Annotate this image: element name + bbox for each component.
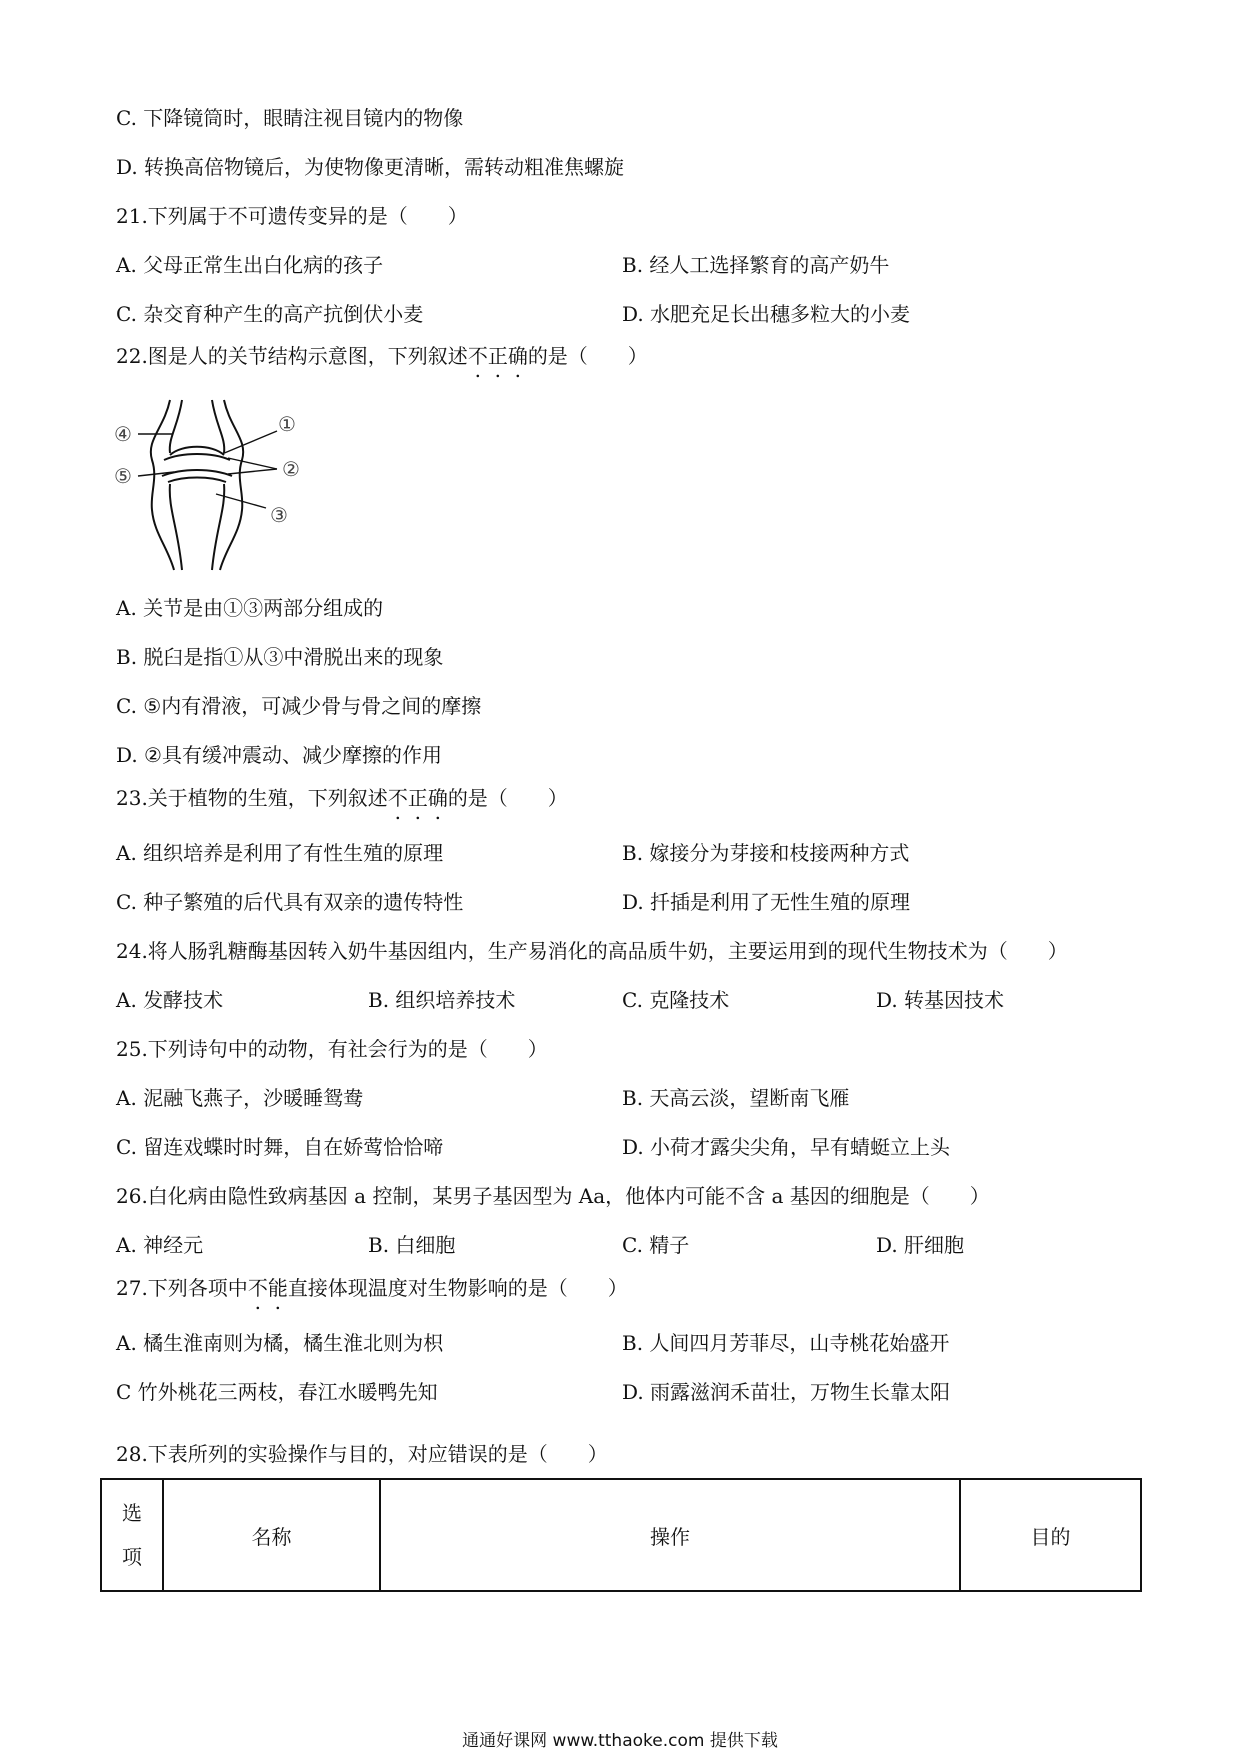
page-footer: 通通好课网 www.tthaoke.com 提供下载 [462, 1731, 778, 1751]
q21-option-a: A. 父母正常生出白化病的孩子 [116, 253, 384, 277]
q24-stem: 24.将人肠乳糖酶基因转入奶牛基因组内，生产易消化的高品质牛奶，主要运用到的现代生物技术为（ ） [116, 939, 1068, 963]
table-header-name: 名称 [163, 1479, 380, 1591]
q21-stem: 21.下列属于不可遗传变异的是（ ） [116, 204, 468, 228]
q27-option-a: A. 橘生淮南则为橘，橘生淮北则为枳 [116, 1331, 444, 1355]
q22-option-b: B. 脱臼是指①从③中滑脱出来的现象 [116, 645, 444, 669]
q25-option-a: A. 泥融飞燕子，沙暖睡鸳鸯 [116, 1086, 364, 1110]
q23-option-d: D. 扦插是利用了无性生殖的原理 [622, 890, 911, 914]
q27-option-b: B. 人间四月芳菲尽，山寺桃花始盛开 [622, 1331, 950, 1355]
q27-stem-pre: 27.下列各项中 [116, 1276, 248, 1300]
q22-option-c: C. ⑤内有滑液，可减少骨与骨之间的摩擦 [116, 694, 482, 718]
q20-option-d: D. 转换高倍物镜后，为使物像更清晰，需转动粗准焦螺旋 [116, 155, 625, 179]
q27-stem [116, 1274, 628, 1302]
fig-label-4: ④ [114, 422, 132, 446]
table-header-operation: 操作 [380, 1479, 960, 1591]
q28-table [100, 1478, 1142, 1592]
q26-option-b: B. 白细胞 [368, 1233, 456, 1257]
q24-option-d: D. 转基因技术 [876, 988, 1005, 1012]
q27-stem-post: 直接体现温度对生物影响的是（ ） [287, 1276, 628, 1300]
q27-option-d: D. 雨露滋润禾苗壮，万物生长靠太阳 [622, 1380, 951, 1404]
q22-stem [116, 342, 648, 370]
q27-stem-emphasis: 不能 [247, 1276, 288, 1300]
q22-stem-emphasis: 不正确 [467, 344, 528, 368]
q25-stem: 25.下列诗句中的动物，有社会行为的是（ ） [116, 1037, 548, 1061]
q23-stem-pre: 23.关于植物的生殖，下列叙述 [116, 786, 388, 810]
q23-stem-emphasis: 不正确 [387, 786, 448, 810]
q21-option-d: D. 水肥充足长出穗多粒大的小麦 [622, 302, 911, 326]
q26-option-a: A. 神经元 [116, 1233, 204, 1257]
q22-stem-pre: 22.图是人的关节结构示意图，下列叙述 [116, 344, 468, 368]
q25-option-b: B. 天高云淡，望断南飞雁 [622, 1086, 850, 1110]
fig-label-5: ⑤ [114, 464, 132, 488]
q22-option-d: D. ②具有缓冲震动、减少摩擦的作用 [116, 743, 442, 767]
table-row [101, 1479, 1141, 1591]
q23-stem-post: 的是（ ） [447, 786, 568, 810]
q20-option-c: C. 下降镜筒时，眼睛注视目镜内的物像 [116, 106, 464, 130]
q25-option-c: C. 留连戏蝶时时舞，自在娇莺恰恰啼 [116, 1135, 444, 1159]
q25-option-d: D. 小荷才露尖尖角，早有蜻蜓立上头 [622, 1135, 951, 1159]
q24-option-a: A. 发酵技术 [116, 988, 224, 1012]
q26-option-d: D. 肝细胞 [876, 1233, 965, 1257]
q27-option-c: C 竹外桃花三两枝，春江水暖鸭先知 [116, 1380, 438, 1404]
q23-stem [116, 784, 568, 812]
q22-option-a: A. 关节是由①③两部分组成的 [116, 596, 384, 620]
q26-stem: 26.白化病由隐性致病基因 a 控制，某男子基因型为 Aa，他体内可能不含 a 基因的细胞是（ ） [116, 1184, 990, 1208]
q24-option-c: C. 克隆技术 [622, 988, 730, 1012]
fig-label-3: ③ [270, 503, 288, 527]
q26-option-c: C. 精子 [622, 1233, 690, 1257]
table-header-option: 选 项 [101, 1479, 163, 1591]
table-header-purpose: 目的 [960, 1479, 1141, 1591]
q21-option-b: B. 经人工选择繁育的高产奶牛 [622, 253, 890, 277]
q21-option-c: C. 杂交育种产生的高产抗倒伏小麦 [116, 302, 424, 326]
q23-option-c: C. 种子繁殖的后代具有双亲的遗传特性 [116, 890, 464, 914]
q22-stem-post: 的是（ ） [527, 344, 648, 368]
fig-label-2: ② [282, 457, 300, 481]
q23-option-b: B. 嫁接分为芽接和枝接两种方式 [622, 841, 910, 865]
q28-stem: 28.下表所列的实验操作与目的，对应错误的是（ ） [116, 1442, 608, 1466]
q23-option-a: A. 组织培养是利用了有性生殖的原理 [116, 841, 444, 865]
fig-label-1: ① [278, 412, 296, 436]
q24-option-b: B. 组织培养技术 [368, 988, 516, 1012]
joint-structure-diagram [112, 398, 312, 573]
